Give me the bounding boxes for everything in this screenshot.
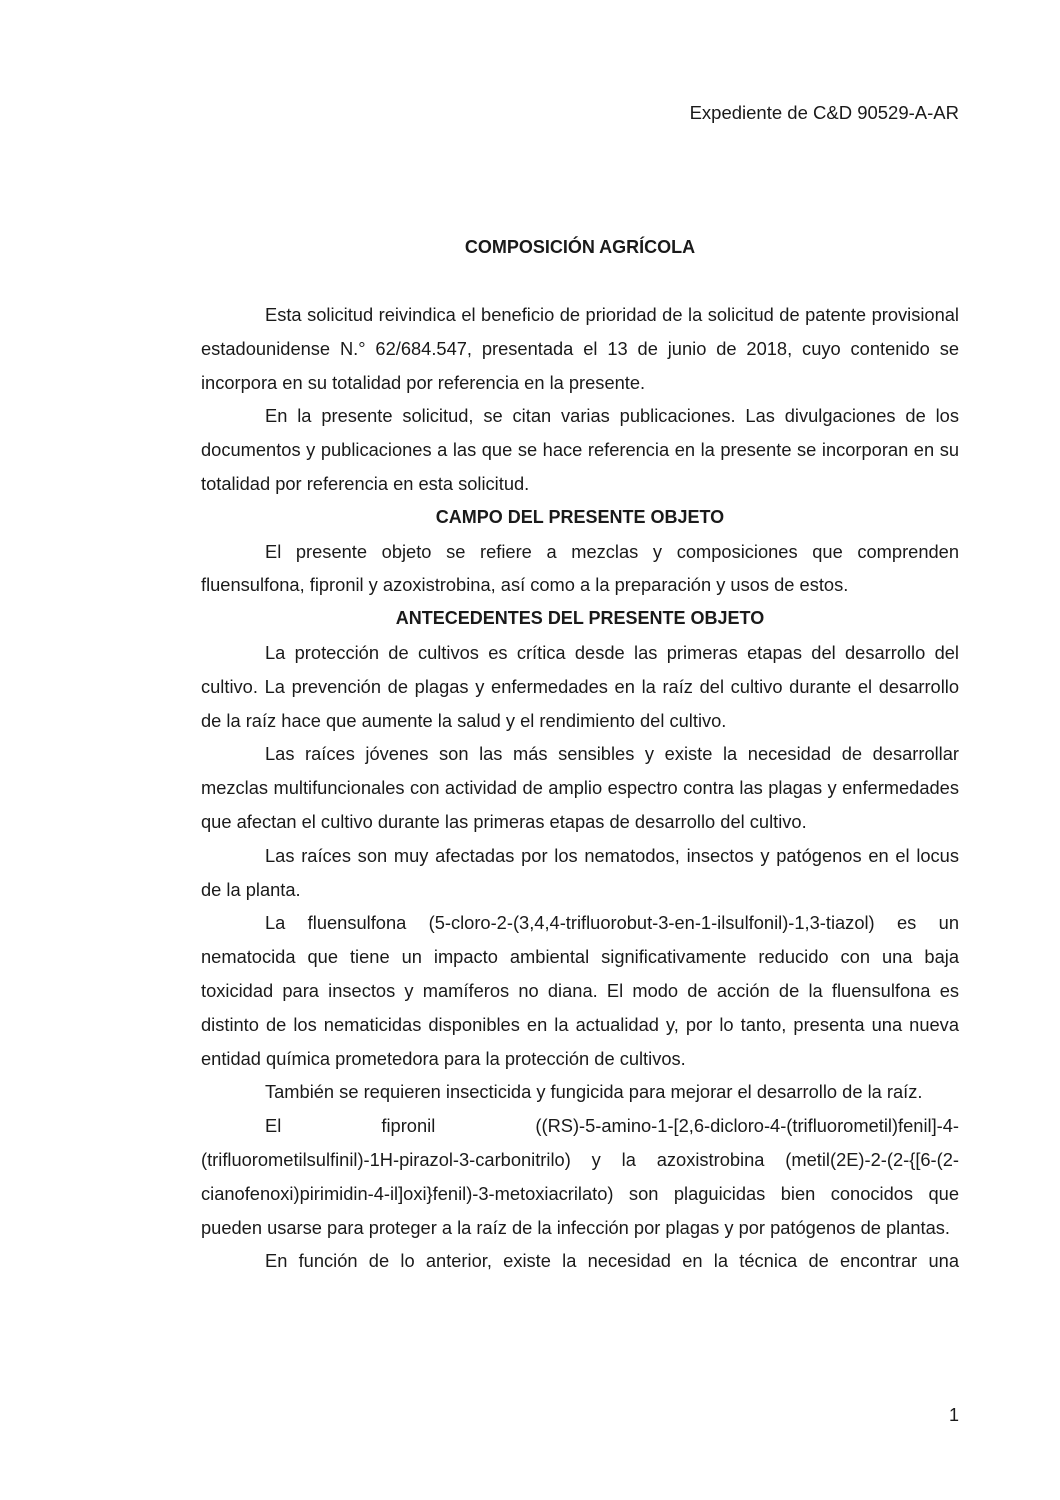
- paragraph-fipronil-azoxystrobin: El fipronil ((RS)-5-amino-1-[2,6-dicloro-4-(trifluorometil)fenil]-4-(trifluorometilsulfinil)-1H-pirazol-3-carbonitrilo) y la azoxistrobina (metil(2E)-2-(2-{[6-(2-cianofenoxi)pirimidin-4-il]oxi}fenil)-3-metoxiacrilato) son plaguicidas bien conocidos que pueden usarse para proteger a la raíz de la infección por plagas y por patógenos de plantas.: [201, 1115, 959, 1238]
- paragraph-young-roots: Las raíces jóvenes son las más sensibles y existe la necesidad de desarrollar mezclas multifuncionales con actividad de amplio espectro contra las plagas y enfermedades que afectan el cultivo durante las primeras etapas de desarrollo del cultivo.: [201, 743, 959, 832]
- document-title: COMPOSICIÓN AGRÍCOLA: [464, 237, 696, 257]
- paragraph-field: El presente objeto se refiere a mezclas y composiciones que comprenden fluensulfona, fipronil y azoxistrobina, así como a la preparación y usos de estos.: [201, 540, 959, 596]
- paragraph-fluensulfone: La fluensulfona (5-cloro-2-(3,4,4-trifluorobut-3-en-1-ilsulfonil)-1,3-tiazol) es un nematocida que tiene un impacto ambiental significativamente reducido con una baja toxicidad para insectos y mamíferos no diana. El modo de acción de la fluensulfona es distinto de los nematicidas disponibles en la actualidad y, por lo tanto, presenta una nueva entidad química prometedora para la protección de cultivos.: [201, 912, 959, 1069]
- document-body: [201, 298, 959, 1278]
- section-heading-background: ANTECEDENTES DEL PRESENTE OBJETO: [395, 608, 765, 629]
- paragraph-publications: En la presente solicitud, se citan varias publicaciones. Las divulgaciones de los documentos y publicaciones a las que se hace referencia en la presente se incorporan en su totalidad por referencia en esta solicitud.: [201, 405, 959, 494]
- section-heading-field: CAMPO DEL PRESENTE OBJETO: [435, 506, 725, 527]
- paragraph-roots-affected: Las raíces son muy afectadas por los nematodos, insectos y patógenos en el locus de la planta.: [201, 844, 959, 900]
- file-reference: Expediente de C&D 90529-A-AR: [689, 102, 959, 123]
- paragraph-need: En función de lo anterior, existe la necesidad en la técnica de encontrar una: [265, 1250, 959, 1272]
- page-number: 1: [948, 1405, 959, 1425]
- paragraph-insecticide-fungicide: También se requieren insecticida y fungicida para mejorar el desarrollo de la raíz.: [265, 1081, 923, 1103]
- paragraph-priority-claim: Esta solicitud reivindica el beneficio de prioridad de la solicitud de patente provisional estadounidense N.° 62/684.547, presentada el 13 de junio de 2018, cuyo contenido se incorpora en su totalidad por referencia en la presente.: [201, 304, 959, 393]
- paragraph-crop-protection: La protección de cultivos es crítica desde las primeras etapas del desarrollo del cultivo. La prevención de plagas y enfermedades en la raíz del cultivo durante el desarrollo de la raíz hace que aumente la salud y el rendimiento del cultivo.: [201, 641, 959, 731]
